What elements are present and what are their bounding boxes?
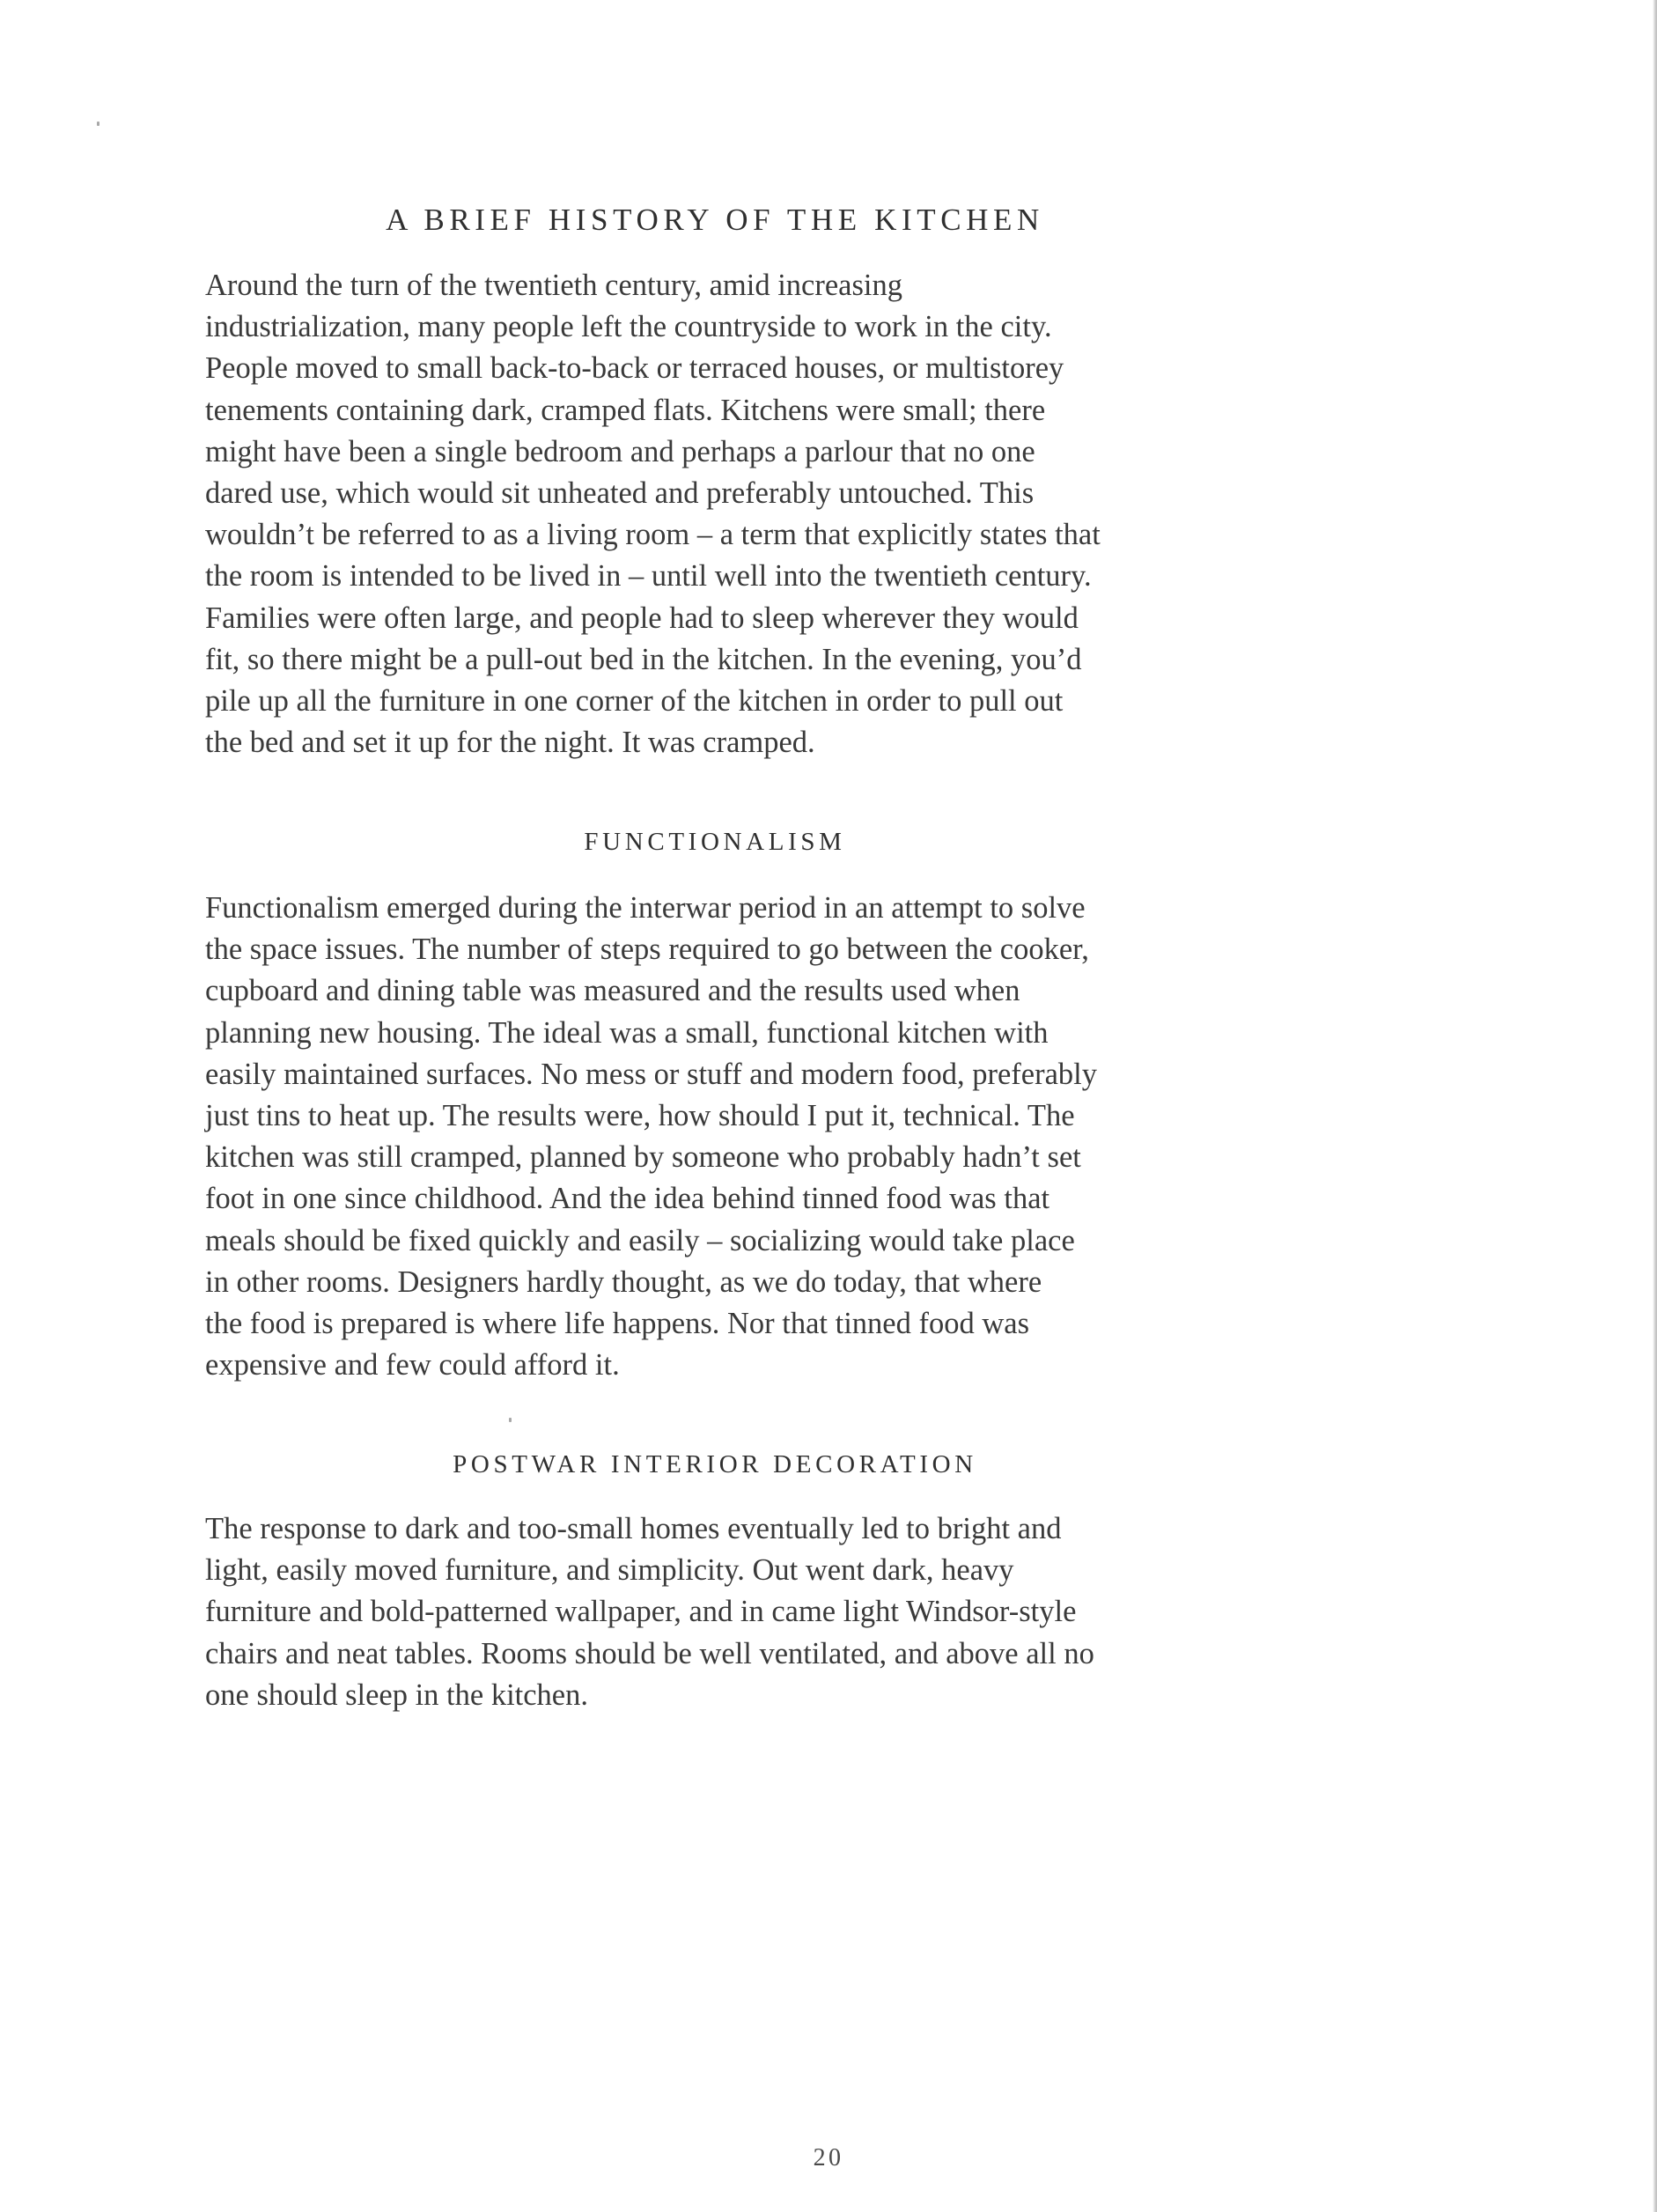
text-line: the room is intended to be lived in – until well into the twentieth century. bbox=[205, 559, 1092, 594]
paragraph-postwar-interior-decoration bbox=[205, 1508, 1253, 1716]
text-line: in other rooms. Designers hardly thought, as we do today, that where bbox=[205, 1265, 1042, 1299]
text-line: The response to dark and too-small homes eventually led to bright and bbox=[205, 1512, 1062, 1545]
text-line: furniture and bold-patterned wallpaper, and in came light Windsor-style bbox=[205, 1595, 1077, 1629]
page-number: 20 bbox=[813, 2144, 844, 2171]
text-line: meals should be fixed quickly and easily – socializing would take place bbox=[205, 1223, 1075, 1257]
text-line: People moved to small back-to-back or terraced houses, or multistorey bbox=[205, 351, 1064, 386]
text-line: dared use, which would sit unheated and preferably untouched. This bbox=[205, 476, 1035, 511]
text-line: foot in one since childhood. And the idea behind tinned food was that bbox=[205, 1182, 1050, 1216]
text-line: cupboard and dining table was measured and the results used when bbox=[205, 974, 1020, 1008]
text-line: the food is prepared is where life happens. Nor that tinned food was bbox=[205, 1307, 1030, 1341]
text-line: fit, so there might be a pull-out bed in the kitchen. In the evening, you’d bbox=[205, 642, 1082, 676]
text-line: expensive and few could afford it. bbox=[205, 1348, 620, 1382]
text-line: chairs and neat tables. Rooms should be well ventilated, and above all no bbox=[205, 1636, 1094, 1670]
text-line: industrialization, many people left the countryside to work in the city. bbox=[205, 310, 1052, 344]
text-line: the space issues. The number of steps required to go between the cooker, bbox=[205, 933, 1089, 967]
section-heading-functionalism: FUNCTIONALISM bbox=[584, 828, 846, 856]
text-line: tenements containing dark, cramped flats. Kitchens were small; there bbox=[205, 393, 1046, 427]
text-line: wouldn’t be referred to as a living room – a term that explicitly states that bbox=[205, 518, 1101, 552]
paragraph-functionalism bbox=[205, 888, 1253, 1386]
chapter-title: A BRIEF HISTORY OF THE KITCHEN bbox=[386, 203, 1044, 237]
text-line: one should sleep in the kitchen. bbox=[205, 1677, 588, 1712]
text-line: Around the turn of the twentieth century, amid increasing bbox=[205, 269, 902, 302]
text-line: Families were often large, and people had to sleep wherever they would bbox=[205, 601, 1079, 635]
text-line: planning new housing. The ideal was a small, functional kitchen with bbox=[205, 1015, 1049, 1050]
paragraph-brief-history bbox=[205, 265, 1253, 763]
text-line: kitchen was still cramped, planned by someone who probably hadn’t set bbox=[205, 1140, 1081, 1175]
page-edge-shadow bbox=[1653, 0, 1657, 2212]
text-line: light, easily moved furniture, and simplicity. Out went dark, heavy bbox=[205, 1553, 1014, 1588]
text-line: easily maintained surfaces. No mess or stuff and modern food, preferably bbox=[205, 1057, 1097, 1091]
text-line: Functionalism emerged during the interwar period in an attempt to solve bbox=[205, 891, 1086, 925]
text-line: just tins to heat up. The results were, how should I put it, technical. The bbox=[205, 1099, 1075, 1133]
text-line: the bed and set it up for the night. It was cramped. bbox=[205, 726, 815, 760]
section-heading-postwar-interior-decoration: POSTWAR INTERIOR DECORATION bbox=[453, 1450, 977, 1478]
scan-speck bbox=[97, 122, 99, 126]
scan-speck bbox=[509, 1418, 512, 1422]
text-line: pile up all the furniture in one corner of the kitchen in order to pull out bbox=[205, 684, 1064, 719]
text-line: might have been a single bedroom and perhaps a parlour that no one bbox=[205, 434, 1035, 468]
